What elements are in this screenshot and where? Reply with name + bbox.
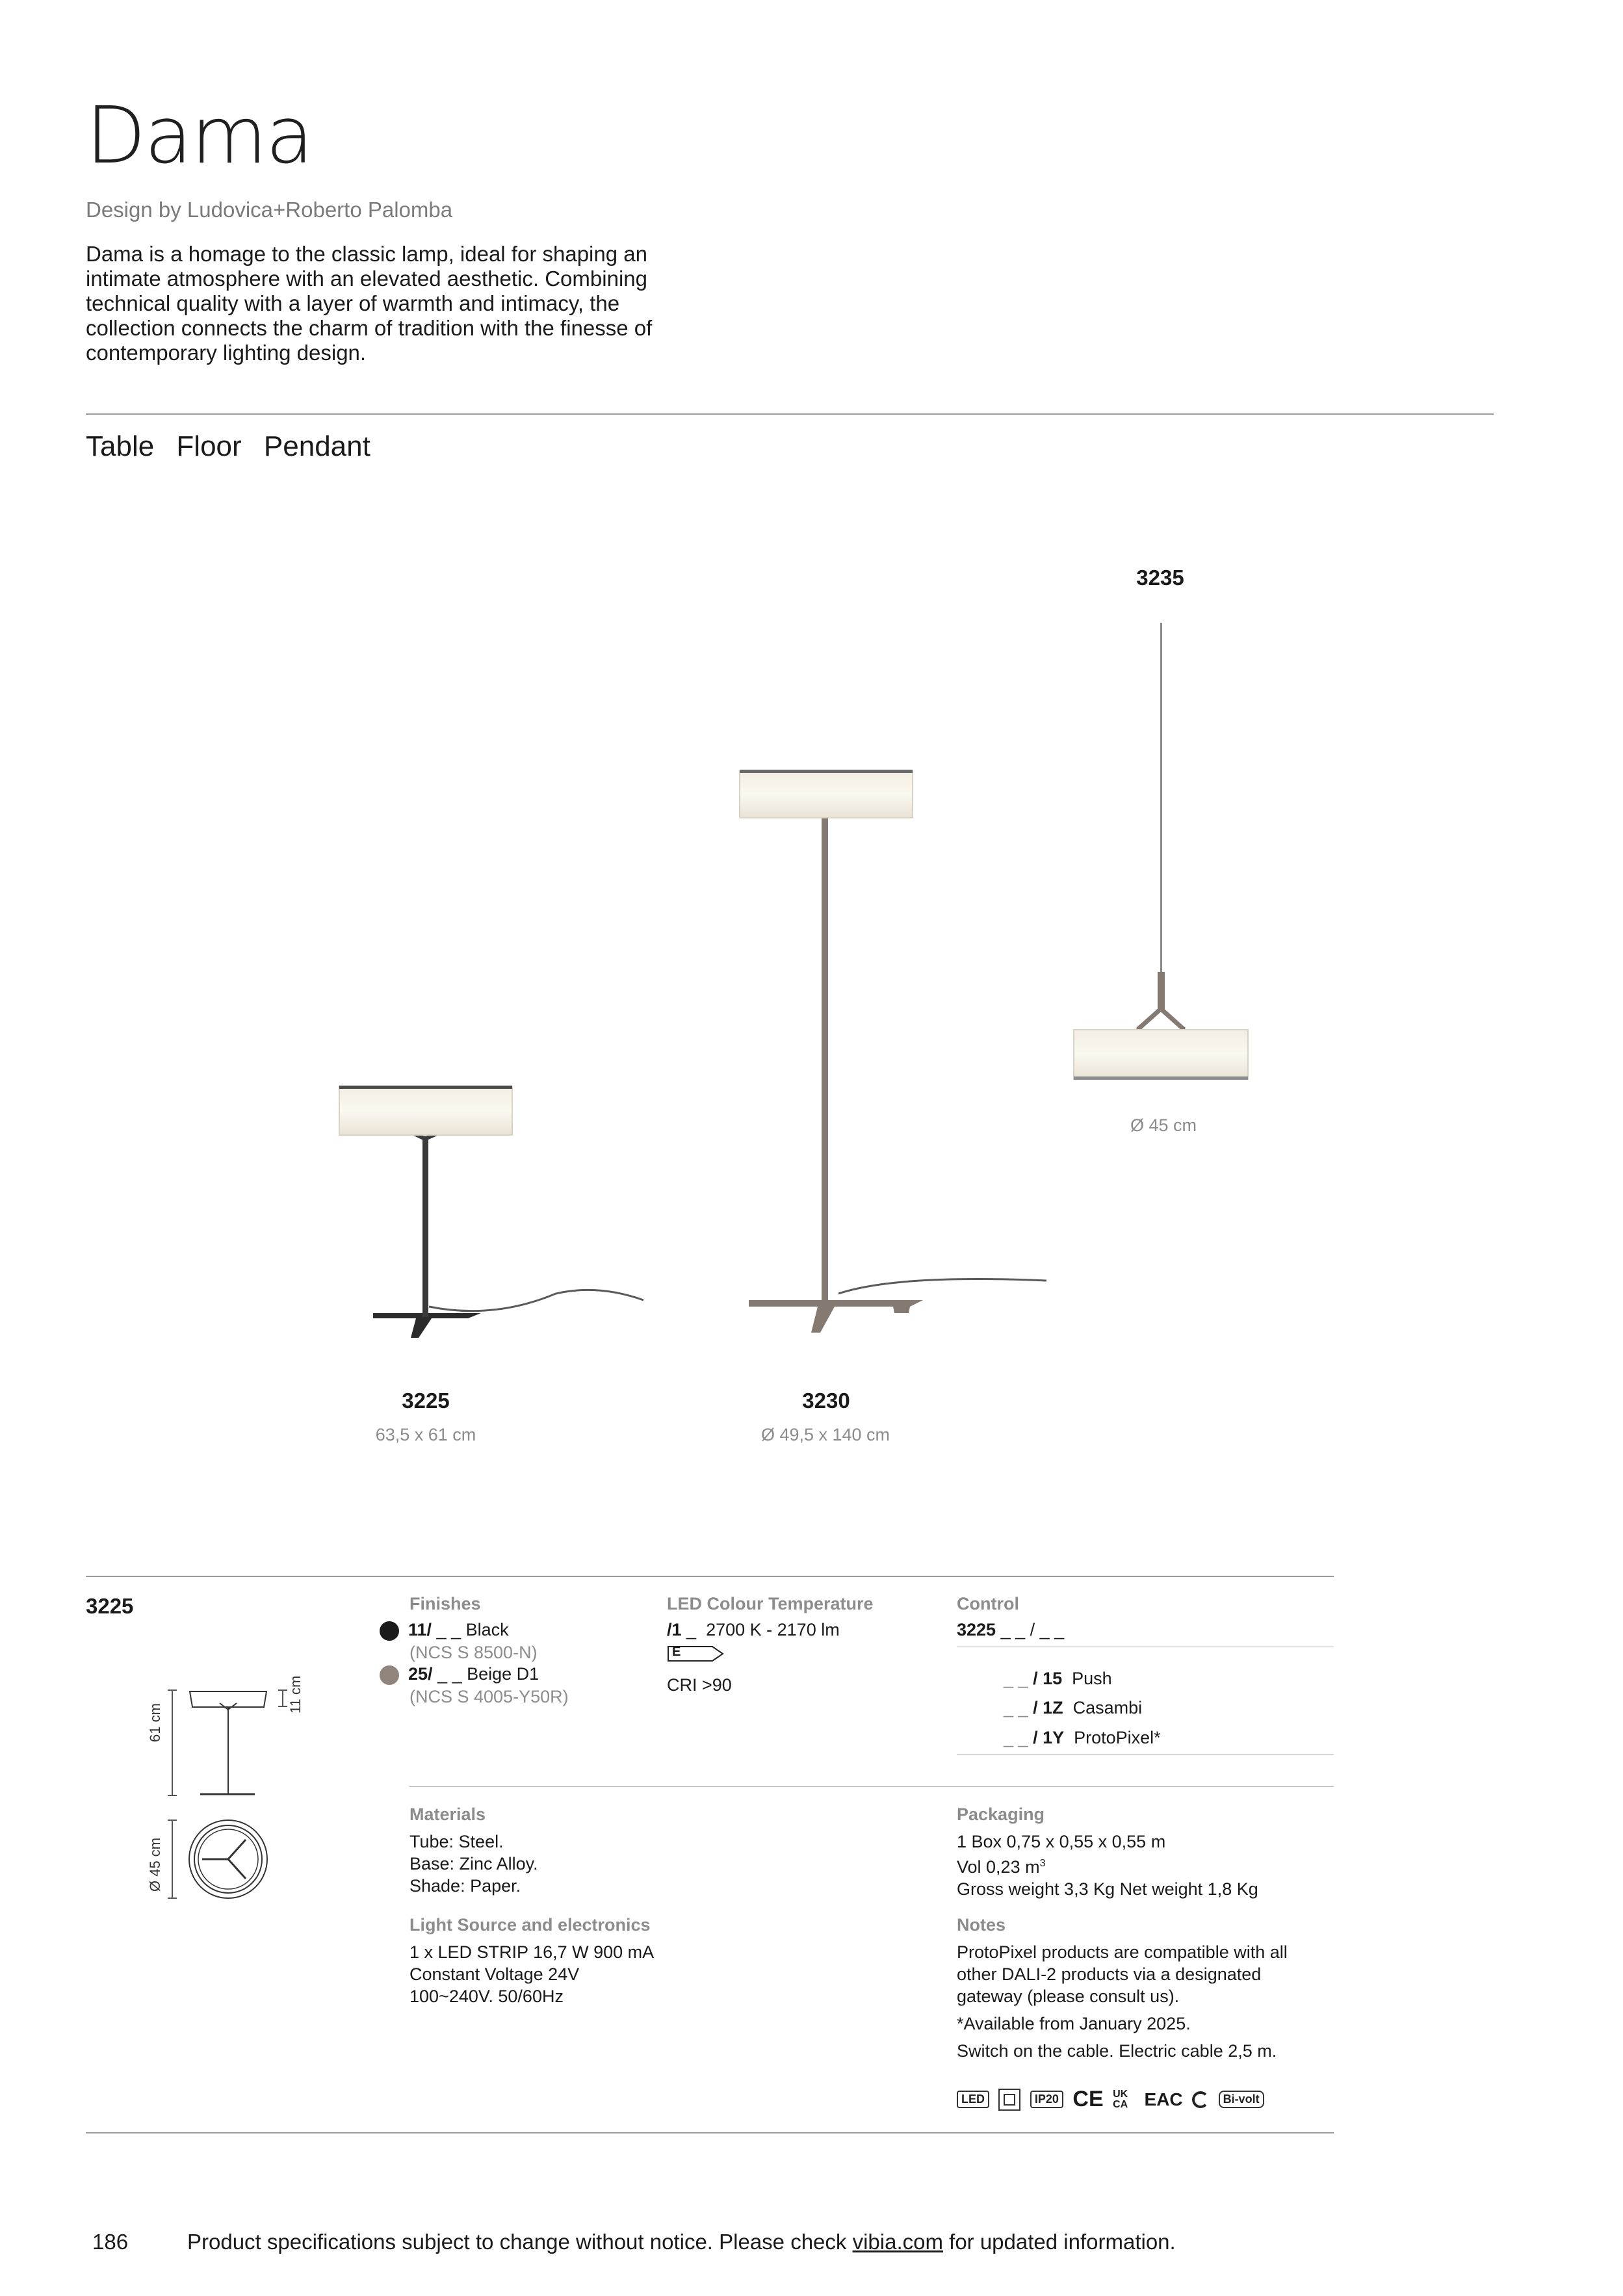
finish-code: 11/	[408, 1620, 432, 1639]
option-code: / 15	[1033, 1669, 1063, 1688]
spec-code: 3225	[86, 1594, 134, 1618]
option-blank: _ _	[1004, 1728, 1028, 1747]
finish-blank: _ _	[432, 1664, 462, 1684]
led-code: /1	[667, 1620, 682, 1639]
page-number: 186	[92, 2230, 129, 2254]
finish-ncs: (NCS S 4005-Y50R)	[409, 1687, 569, 1706]
control-code	[957, 1619, 1064, 1641]
footer-text: Product specifications subject to change without notice. Please check	[187, 2230, 853, 2254]
materials-heading: Materials	[409, 1805, 486, 1824]
designer-credit: Design by Ludovica+Roberto Palomba	[86, 198, 453, 222]
light-source-line: Constant Voltage 24V	[409, 1964, 580, 1984]
cri-value: CRI >90	[667, 1675, 732, 1695]
note-line: *Available from January 2025.	[957, 2014, 1191, 2033]
finish-blank: _ _	[432, 1620, 461, 1639]
notes-heading: Notes	[957, 1915, 1006, 1935]
table-lamp-image	[339, 1086, 643, 1338]
spec-mid-divider	[409, 1786, 1334, 1787]
table-lamp-code: 3225	[402, 1389, 450, 1413]
energy-class-label: E	[672, 1645, 681, 1659]
technical-drawing	[143, 1671, 312, 1911]
led-icon: LED	[957, 2091, 989, 2108]
finish-name: Beige D1	[467, 1664, 539, 1684]
packaging-info	[957, 1831, 1258, 1900]
product-description: Dama is a homage to the classic lamp, ideal for shaping an intimate atmosphere with an elevated aesthetic. Combining technical quality with a layer of warmth and intimacy, the collection connects the charm of tradition with the finesse of contemporary lighting design.	[86, 242, 653, 365]
packaging-box: 1 Box 0,75 x 0,55 x 0,55 m	[957, 1832, 1166, 1851]
control-suffix: _ _ / _ _	[996, 1620, 1065, 1639]
beige-swatch	[380, 1665, 399, 1685]
footer-text: for updated information.	[942, 2230, 1176, 2254]
floor-lamp-dims: Ø 49,5 x 140 cm	[760, 1425, 890, 1444]
eac-icon: EAC	[1144, 2089, 1183, 2109]
led-temp	[667, 1619, 840, 1641]
drawing-height-label: 61 cm	[147, 1703, 163, 1742]
option-code: / 1Y	[1033, 1728, 1065, 1747]
packaging-heading: Packaging	[957, 1805, 1045, 1824]
pendant-dims: Ø 45 cm	[1130, 1115, 1197, 1135]
drawing-shade-label: 11 cm	[287, 1675, 304, 1714]
control-option	[1004, 1667, 1112, 1689]
ce-icon: CE	[1072, 2087, 1104, 2111]
table-lamp-dims: 63,5 x 61 cm	[375, 1425, 476, 1444]
option-blank: _ _	[1004, 1669, 1028, 1688]
led-blank: _	[681, 1620, 697, 1639]
option-name: Casambi	[1072, 1698, 1143, 1717]
type-pendant: Pendant	[263, 430, 370, 462]
control-option	[1004, 1697, 1142, 1719]
material-line: Base: Zinc Alloy.	[409, 1854, 538, 1873]
bivolt-icon: Bi-volt	[1219, 2091, 1264, 2108]
class-iii-icon	[998, 2089, 1020, 2111]
light-source-line: 1 x LED STRIP 16,7 W 900 mA	[409, 1942, 655, 1962]
finish-item-black	[380, 1619, 614, 1641]
ukca-icon: UK CA	[1113, 2088, 1128, 2110]
footer-disclaimer	[187, 2230, 1176, 2254]
material-line: Shade: Paper.	[409, 1876, 521, 1896]
vibia-link[interactable]: vibia.com	[852, 2230, 943, 2254]
page-title: Dama	[86, 91, 313, 181]
pendant-lamp-image	[1074, 623, 1248, 1080]
finish-code: 25/	[408, 1664, 433, 1684]
floor-lamp-code: 3230	[802, 1389, 850, 1413]
control-heading: Control	[957, 1594, 1019, 1613]
recycle-icon	[1192, 2091, 1209, 2108]
pendant-code: 3235	[1136, 566, 1184, 590]
packaging-volume: Vol 0,23 $m^3$	[957, 1857, 1046, 1877]
spec-bottom-divider	[86, 2132, 1334, 2133]
finish-ncs: (NCS S 8500-N)	[409, 1643, 538, 1662]
note-line: ProtoPixel products are compatible with all other DALI-2 products via a designated gateway (please consult us).	[957, 1942, 1288, 2006]
option-name: Push	[1072, 1669, 1112, 1688]
control-model: 3225	[957, 1620, 996, 1639]
type-table: Table	[86, 430, 155, 462]
certification-icons	[957, 2087, 1271, 2112]
spec-top-divider	[86, 1576, 1334, 1577]
note-line: Switch on the cable. Electric cable 2,5 m.	[957, 2041, 1277, 2061]
option-name: ProtoPixel*	[1074, 1728, 1161, 1747]
finish-item-beige	[380, 1663, 614, 1685]
materials-list	[409, 1831, 538, 1897]
material-line: Tube: Steel.	[409, 1832, 504, 1851]
led-value: 2700 K - 2170 lm	[706, 1620, 840, 1639]
finish-name: Black	[465, 1620, 509, 1639]
black-swatch	[380, 1621, 399, 1641]
option-blank: _ _	[1004, 1698, 1028, 1717]
finishes-heading: Finishes	[409, 1594, 481, 1613]
led-heading: LED Colour Temperature	[667, 1594, 874, 1613]
control-bottom-divider	[957, 1754, 1334, 1755]
control-option	[1004, 1727, 1161, 1749]
light-source-list	[409, 1941, 654, 2007]
light-source-line: 100~240V. 50/60Hz	[409, 1987, 564, 2006]
drawing-diameter-label: Ø 45 cm	[147, 1837, 163, 1892]
floor-lamp-image	[740, 770, 1046, 1333]
light-source-heading: Light Source and electronics	[409, 1915, 651, 1935]
notes-list	[957, 1941, 1321, 2062]
option-code: / 1Z	[1033, 1698, 1063, 1717]
ip20-icon: IP20	[1030, 2091, 1063, 2108]
packaging-weight: Gross weight 3,3 Kg Net weight 1,8 Kg	[957, 1879, 1258, 1899]
type-floor: Floor	[176, 430, 242, 462]
energy-class-badge	[667, 1645, 725, 1666]
